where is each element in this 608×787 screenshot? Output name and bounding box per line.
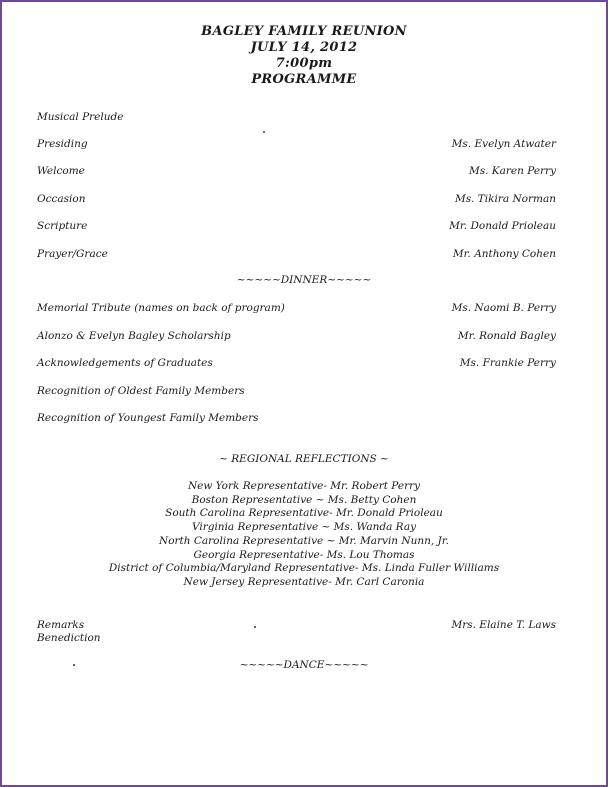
program-item: Recognition of Oldest Family Members bbox=[37, 385, 245, 397]
representative-line: New Jersey Representative- Mr. Carl Caronia bbox=[183, 575, 425, 588]
scan-speck bbox=[263, 131, 265, 133]
program-item: Recognition of Youngest Family Members bbox=[37, 412, 259, 424]
representative-line: District of Columbia/Maryland Representative- Ms. Linda Fuller Williams bbox=[108, 562, 500, 575]
closing-person: Mrs. Elaine T. Laws bbox=[451, 619, 556, 631]
representative-line: Georgia Representative- Ms. Lou Thomas bbox=[193, 548, 415, 561]
program-item: Prayer/Grace bbox=[37, 248, 108, 260]
scan-speck bbox=[254, 626, 256, 628]
program-person: Mr. Anthony Cohen bbox=[452, 248, 556, 260]
program-person: Ms. Karen Perry bbox=[468, 165, 556, 177]
program-item: Welcome bbox=[37, 165, 85, 177]
program-item: Presiding bbox=[37, 138, 88, 150]
program-item: Acknowledgements of Graduates bbox=[37, 357, 213, 369]
regional-representatives bbox=[0, 480, 608, 590]
program-item: Musical Prelude bbox=[37, 111, 124, 123]
representative-line: Boston Representative ~ Ms. Betty Cohen bbox=[191, 493, 417, 506]
dinner-divider: ~~~~~DINNER~~~~~ bbox=[236, 274, 372, 286]
program-person: Ms. Tikira Norman bbox=[454, 193, 556, 205]
dance-divider: ~~~~~DANCE~~~~~ bbox=[239, 659, 369, 671]
program-header bbox=[0, 24, 608, 88]
program-item: Occasion bbox=[37, 193, 86, 205]
regional-reflections-title: ~ REGIONAL REFLECTIONS ~ bbox=[219, 453, 389, 465]
event-title: BAGLEY FAMILY REUNION bbox=[201, 24, 407, 39]
program-person: Ms. Frankie Perry bbox=[459, 357, 556, 369]
benediction-label: Benediction bbox=[37, 632, 101, 644]
representative-line: Virginia Representative ~ Ms. Wanda Ray bbox=[191, 521, 417, 534]
program-item: Scripture bbox=[37, 220, 88, 232]
program-person: Mr. Ronald Bagley bbox=[457, 330, 556, 342]
programme-heading: PROGRAMME bbox=[251, 72, 357, 87]
representative-line: New York Representative- Mr. Robert Perry bbox=[187, 480, 421, 492]
program-person: Ms. Naomi B. Perry bbox=[451, 302, 556, 314]
program-item: Memorial Tribute (names on back of program) bbox=[37, 302, 285, 314]
event-date: JULY 14, 2012 bbox=[250, 40, 358, 55]
event-time: 7:00pm bbox=[275, 56, 333, 71]
remarks-label: Remarks bbox=[37, 619, 85, 631]
scan-speck bbox=[73, 664, 75, 666]
representative-line: South Carolina Representative- Mr. Donald Prioleau bbox=[165, 507, 443, 520]
representative-line: North Carolina Representative ~ Mr. Marvin Nunn, Jr. bbox=[159, 534, 449, 547]
program-person: Mr. Donald Prioleau bbox=[449, 220, 556, 232]
program-item: Alonzo & Evelyn Bagley Scholarship bbox=[37, 330, 231, 342]
program-person: Ms. Evelyn Atwater bbox=[451, 138, 556, 150]
